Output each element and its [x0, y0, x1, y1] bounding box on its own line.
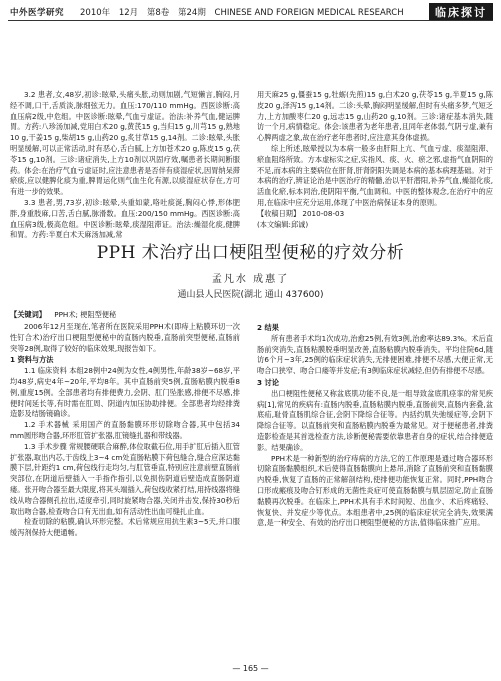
article-affiliation: 通山县人民医院(湖北 通山 437600): [177, 290, 324, 300]
journal-issue-line: [80, 6, 410, 18]
case-3-3-continued: 用天麻25 g,僵蚕15 g,牡蛎(先煎)15 g,白术20 g,茯苓15 g,半夏15 g,陈皮20 g,泽泻15 g,14剂。二诊:头晕,胸闷明显缓解,但时有头痛多梦,气短乏力,上方加酸枣仁20 g,远志15 g,山药20 g,10剂。三诊:诸症基本消失,随访一个月,病情稳定。体会:该患者为老年患者,且同年老体弱,气阴亏虚,兼有心脾两虚之象,故在治疗老年患者时,应注意其身体虚损。: [257, 90, 493, 143]
issue-year: 2010年: [80, 8, 111, 18]
page-number: — 165 —: [232, 664, 269, 673]
case-3-2: 3.2 患者,女,48岁,初诊:眩晕,头痛头胀,动则加剧,气短懒言,胸闷,月经不调,口干,舌质淡,脉细弦无力。血压:170/110 mmHg。西医诊断:高血压病2级,中危组。中医诊断:眩晕,气血亏虚证。治法:补养气血,健运脾胃。方药:八珍汤加减,党用白术20 g,黄芪15 g,当归15 g,川芎15 g,熟地10 g,干姜15 g,柴胡15 g,山药20 g,炙甘草15 g,14剂。二诊:眩晕,头胀明显缓解,可以正常活动,时有恶心,舌白腻,上方加苍术20 g,陈皮15 g,茯苓15 g,10剂。三诊:诸症消失,上方10剂以巩固疗效,嘱患者长期间断服药。体会:在治疗气血亏虚证时,应注意患者是否伴有痰湿症状,因胃纳呆滞瘀痰,应以健脾化痰为重,脾胃运化则气血生化有源,以痰湿症状存在,方可有进一步的效果。: [10, 90, 240, 197]
summary-paragraph: 综上所述,眩晕授以为本病一般多由肝阳上亢、气血亏虚、痰湿阻滞、瘀血阻络所致。方本虚标实之症,实指风、痰、火、瘀之邪,虚指气血阴阳的不足,而本病的主要病位在肝肾,肝肾阴阳失调是本病的基本病理基础。对于本病的治疗,辨证论治是中医治疗的精髓,治以平肝潜阳,补养气血,燥湿化痰,活血化瘀,标本同治,使阴阳平衡,气血调和。中医的整体观念,在治疗中的应用,在临床中应充分运用,体现了中医治病保证本身的原则。: [257, 143, 493, 207]
issue-number: 第24期: [178, 8, 206, 18]
keywords-text: PPH术; 梗阻型便秘: [54, 310, 117, 319]
issue-volume: 第8卷: [146, 8, 170, 18]
section-label: 临床探讨: [429, 3, 493, 21]
prev-article-left-column: [10, 90, 240, 241]
received-date: 【收稿日期】 2010-08-03: [257, 208, 345, 218]
page-header: [0, 0, 501, 22]
article-authors: 孟凡水 成惠了: [211, 274, 290, 285]
discussion-paragraph-1: 出口梗阻性便秘又称盆底肌功能不良,是一组导致盆底肌痉挛的常见疾病[1],常见的疾病有:直肠内脱垂,直肠粘膜内脱垂,直肠前突,直肠内套叠,盆底疝,耻骨直肠肌综合征,会阴下降综合征等。内括约肌失弛缓症等,会阴下降综合征等。以直肠前突和直肠粘膜内脱垂为最常见。对于便秘患者,排粪造影检查是其首选检查方法,诊断便秘需要依靠患者自身的症状,结合排便造影。结果确诊。: [257, 388, 493, 452]
issue-month: 12月: [118, 8, 139, 18]
section-heading-methods: 1 资料与方法: [10, 355, 54, 365]
section-heading-results: 2 结果: [257, 323, 279, 332]
procedure-paragraph: 1.3 手术步骤 常规腰硬联合麻醉,体位取截石位,用手扩肛后插入肛管扩张器,取出内芯,于齿线上3~4 cm处直肠粘膜下荷包缝合,缝合应深达黏膜下层,针距约1 cm,荷包线行走均匀,与肛管垂直,特别应注意前壁直肠前突部位,在阴道后壁插入一手指作指引,以免损伤阴道后壁造成直肠阴道瘘。张开吻合器至最大限度,将其头端插入,荷包线收紧打结,用持线器将缝线从吻合器侧孔拉出,适度牵引,同时旋紧吻合器,关闭并击发,保持30秒后取出吻合器,检查吻合口有无出血,如有活动性出血可缝扎止血。: [10, 441, 240, 516]
keywords-label: 【关键词】: [10, 310, 46, 319]
editor-note: (本文编辑:邱诚): [257, 219, 309, 229]
header-rule: [8, 20, 493, 21]
journal-name-cn: 中外医学研究: [10, 8, 65, 18]
instruments-paragraph: 1.2 手术器械 采用国产的直肠黏膜环形切除吻合器,其中包括34 mm圆形吻合器,环形肛管扩张器,肛镜缝扎器和带线器。: [10, 420, 240, 440]
clinical-data-paragraph: 1.1 临床资料 本组28例中24例为女性,4例男性,年龄38岁~68岁,平均48岁,病史4年~20年,平均8年。其中直肠前突5例,直肠粘膜内脱垂8例,重度15例。全部患者均有排便费力,会阴、肛门坠胀感,排便不尽感,排便时间延长等,有时需在肛周、阴道内加压协助排便。全部患者均经排粪造影及结肠镜确诊。: [10, 366, 240, 419]
article-right-column: [257, 322, 493, 529]
results-paragraph: 所有患者手术均1次成功,治愈25例,有效3例,治愈率达89.3%。术后直肠前突消失,直肠粘膜脱垂明显改善,直肠粘膜内脱垂消失。平均住院6d,随访6个月~3年,25例的临床症状消失,无排便困难,排便不尽感,大便正常,无吻合口狭窄、吻合口瘘等并发症;有3例临床症状减轻,但仍有排便不尽感。: [257, 333, 493, 376]
prev-article-right-column: [257, 90, 493, 230]
case-3-3: 3.3 患者,男,73岁,初诊:眩晕,头重如蒙,咯吐痰涎,胸闷心悸,形体肥胖,身重肢麻,口苦,舌白腻,脉滑数。血压:200/150 mmHg。西医诊断:高血压病3级,极高危组。中医诊断:眩晕,痰湿阻滞证。治法:燥湿化痰,健脾和胃。方药:半夏白术天麻汤加减,常: [10, 197, 240, 240]
keywords-line: [10, 310, 310, 320]
section-heading-discussion: 3 讨论: [257, 377, 279, 387]
article-title: PPH 术治疗出口梗阻型便秘的疗效分析: [96, 243, 405, 263]
postop-paragraph: 检查切除的粘膜,确认环形完整。术后常规应用抗生素3~5天,并口服缓泻剂保持大便通畅。: [10, 517, 240, 538]
article-left-column: [10, 322, 240, 539]
discussion-paragraph-2: PPH术是一种新型的治疗痔病的方法,它的工作原理是通过吻合器环形切除直肠黏膜组织,术后使得直肠黏膜向上悬吊,消除了直肠前突和直肠黏膜内脱垂,恢复了直肠的正常解剖结构,使排便功能恢复正常。同时,PPH吻合口形成瘢痕及吻合钉形成的无菌性炎症可使直肠黏膜与肌层固定,防止直肠黏膜再次脱垂。在临床上,PPH术具有手术时间短、出血少、术后疼痛轻、恢复快、并发症少等优点。本组患者中,25例的临床症状完全消失,效果满意,是一种安全、有效的治疗出口梗阻型便秘的方法,值得临床推广应用。: [257, 453, 493, 528]
journal-name-en: CHINESE AND FOREIGN MEDICAL RESEARCH: [214, 8, 404, 18]
intro-paragraph: 2006年12月至现在,笔者所在医院采用PPH术(即痔上粘膜环切一次性钉合术)治疗出口梗阻型便秘中的直肠内脱垂,直肠前突型便秘,直肠前突等28例,取得了较好的临床效果,现报告如下。: [10, 322, 240, 353]
